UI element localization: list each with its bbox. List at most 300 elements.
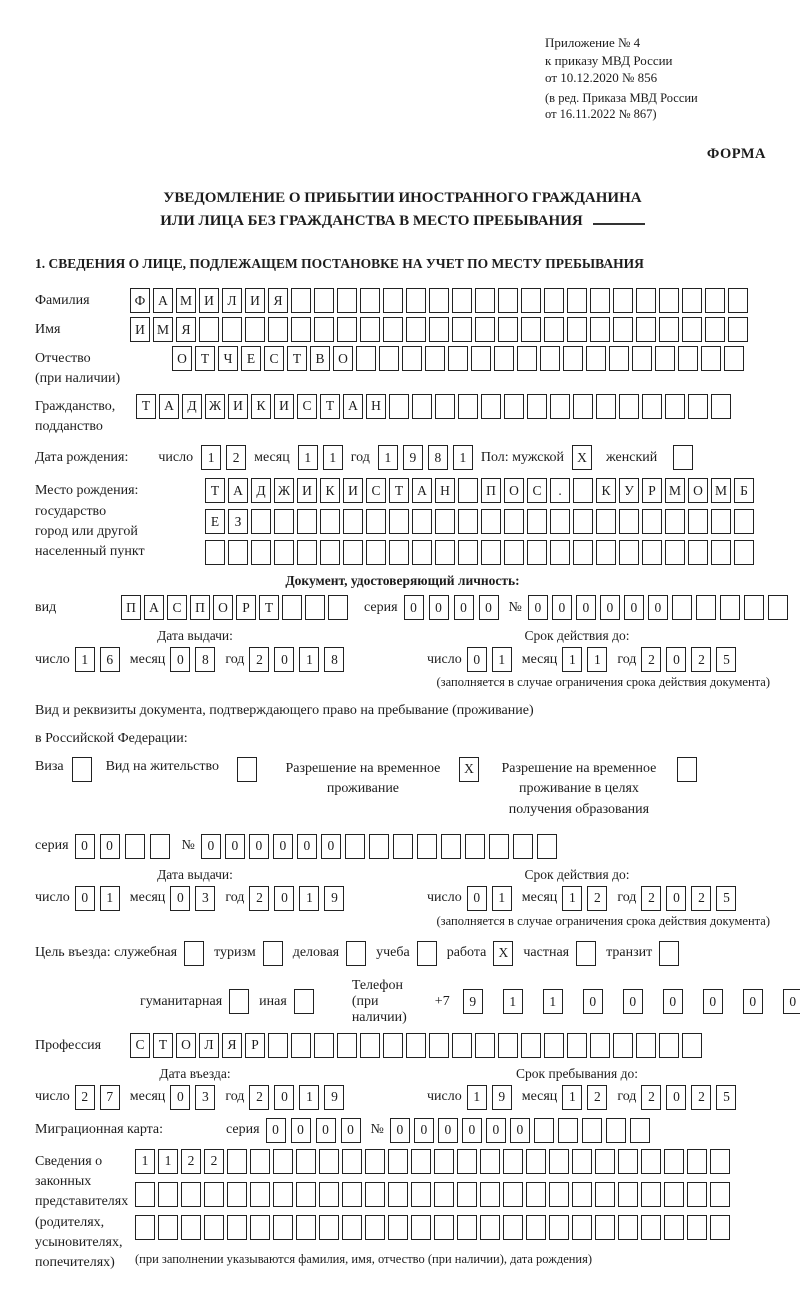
char-cell bbox=[572, 1182, 592, 1207]
char-cell bbox=[337, 317, 357, 342]
char-cell bbox=[641, 1149, 661, 1174]
char-cell: 0 bbox=[528, 595, 548, 620]
char-cell bbox=[572, 1149, 592, 1174]
char-cell: 0 bbox=[467, 647, 487, 672]
char-cell bbox=[710, 1215, 730, 1240]
stay-day-cells bbox=[467, 1085, 512, 1110]
char-cell bbox=[527, 394, 547, 419]
guardians-cells-row3 bbox=[135, 1215, 730, 1240]
char-cell: 2 bbox=[691, 647, 711, 672]
char-cell: 0 bbox=[273, 834, 293, 859]
char-cell bbox=[402, 346, 422, 371]
identity-doc-row bbox=[35, 595, 770, 620]
char-cell bbox=[296, 1149, 316, 1174]
char-cell bbox=[319, 1149, 339, 1174]
char-cell: С bbox=[527, 478, 547, 503]
char-cell bbox=[744, 595, 764, 620]
char-cell bbox=[550, 540, 570, 565]
char-cell: 0 bbox=[170, 1085, 190, 1110]
char-cell bbox=[383, 317, 403, 342]
char-cell bbox=[664, 1215, 684, 1240]
char-cell: Е bbox=[241, 346, 261, 371]
char-cell bbox=[526, 1149, 546, 1174]
char-cell: Ч bbox=[218, 346, 238, 371]
char-cell bbox=[480, 1182, 500, 1207]
char-cell bbox=[388, 1215, 408, 1240]
char-cell bbox=[204, 1182, 224, 1207]
char-cell bbox=[475, 1033, 495, 1058]
phone-label: Телефон (при наличии) bbox=[351, 977, 407, 1025]
char-cell bbox=[314, 317, 334, 342]
char-cell bbox=[72, 757, 92, 782]
surname-label: Фамилия bbox=[35, 293, 90, 309]
purpose-label: Цель въезда: служебная bbox=[35, 945, 178, 961]
char-cell bbox=[366, 540, 386, 565]
citizenship-label2: подданство bbox=[35, 419, 103, 435]
char-cell: 0 bbox=[510, 1118, 530, 1143]
char-cell bbox=[498, 1033, 518, 1058]
char-cell bbox=[458, 540, 478, 565]
char-cell bbox=[504, 540, 524, 565]
char-cell: 6 bbox=[100, 647, 120, 672]
char-cell: 1 bbox=[587, 647, 607, 672]
char-cell: 2 bbox=[181, 1149, 201, 1174]
char-cell: 1 bbox=[299, 647, 319, 672]
char-cell bbox=[678, 346, 698, 371]
char-cell bbox=[687, 1182, 707, 1207]
birth-place-row bbox=[35, 478, 770, 565]
char-cell: 0 bbox=[438, 1118, 458, 1143]
sex-male-checkbox bbox=[572, 445, 592, 470]
char-cell: 2 bbox=[226, 445, 246, 470]
char-cell: 0 bbox=[404, 595, 424, 620]
char-cell bbox=[314, 288, 334, 313]
char-cell bbox=[297, 509, 317, 534]
char-cell bbox=[636, 288, 656, 313]
char-cell bbox=[393, 834, 413, 859]
char-cell bbox=[411, 1182, 431, 1207]
char-cell: 0 bbox=[783, 989, 800, 1014]
char-cell bbox=[618, 1182, 638, 1207]
char-cell bbox=[642, 540, 662, 565]
char-cell: П bbox=[190, 595, 210, 620]
birth-date-row bbox=[35, 445, 770, 470]
char-cell bbox=[319, 1215, 339, 1240]
char-cell bbox=[360, 288, 380, 313]
char-cell bbox=[365, 1182, 385, 1207]
char-cell bbox=[435, 394, 455, 419]
stay-doc-intro2: в Российской Федерации: bbox=[35, 730, 188, 746]
form-title-line1: УВЕДОМЛЕНИЕ О ПРИБЫТИИ ИНОСТРАННОГО ГРАЖДАНИНА bbox=[163, 190, 642, 207]
char-cell bbox=[573, 509, 593, 534]
char-cell bbox=[665, 540, 685, 565]
char-cell bbox=[526, 1215, 546, 1240]
guardians-label-line: представителях bbox=[35, 1194, 129, 1210]
char-cell bbox=[613, 1033, 633, 1058]
permit-number-label: № bbox=[181, 838, 195, 854]
char-cell bbox=[537, 834, 557, 859]
doc-valid-month-cells bbox=[562, 647, 607, 672]
char-cell bbox=[465, 834, 485, 859]
year-label: год bbox=[617, 1089, 637, 1105]
permit-valid-year-cells bbox=[641, 886, 736, 911]
char-cell bbox=[184, 941, 204, 966]
char-cell bbox=[596, 540, 616, 565]
char-cell: Р bbox=[245, 1033, 265, 1058]
stay-year-cells bbox=[641, 1085, 736, 1110]
birth-place-cells-row1 bbox=[205, 478, 754, 503]
char-cell bbox=[228, 540, 248, 565]
char-cell bbox=[296, 1215, 316, 1240]
char-cell: 1 bbox=[158, 1149, 178, 1174]
char-cell: Н bbox=[366, 394, 386, 419]
char-cell bbox=[268, 317, 288, 342]
char-cell: 0 bbox=[666, 647, 686, 672]
char-cell: Т bbox=[320, 394, 340, 419]
char-cell bbox=[434, 1215, 454, 1240]
char-cell bbox=[582, 1118, 602, 1143]
char-cell: 8 bbox=[324, 647, 344, 672]
surname-row bbox=[35, 288, 770, 313]
char-cell bbox=[365, 1149, 385, 1174]
char-cell bbox=[606, 1118, 626, 1143]
purpose-other-checkbox bbox=[287, 989, 324, 1014]
char-cell: 0 bbox=[75, 886, 95, 911]
char-cell bbox=[379, 346, 399, 371]
char-cell: 1 bbox=[100, 886, 120, 911]
char-cell: Я bbox=[222, 1033, 242, 1058]
char-cell bbox=[567, 1033, 587, 1058]
char-cell: 1 bbox=[492, 647, 512, 672]
guardians-cells-row2 bbox=[135, 1182, 730, 1207]
char-cell bbox=[458, 478, 478, 503]
guardians-label-line: попечителях) bbox=[35, 1255, 115, 1271]
year-label: год bbox=[225, 890, 245, 906]
day-label: число bbox=[35, 1089, 70, 1105]
name-cells bbox=[130, 317, 748, 342]
char-cell: 0 bbox=[666, 886, 686, 911]
char-cell bbox=[314, 1033, 334, 1058]
char-cell: 0 bbox=[583, 989, 603, 1014]
char-cell: М bbox=[665, 478, 685, 503]
year-label: год bbox=[225, 1089, 245, 1105]
purpose-humanitarian-label: гуманитарная bbox=[140, 993, 223, 1009]
char-cell: О bbox=[172, 346, 192, 371]
char-cell: 2 bbox=[75, 1085, 95, 1110]
char-cell: О bbox=[176, 1033, 196, 1058]
char-cell: И bbox=[297, 478, 317, 503]
char-cell bbox=[273, 1182, 293, 1207]
purpose-row bbox=[35, 941, 770, 966]
char-cell bbox=[291, 1033, 311, 1058]
char-cell bbox=[475, 317, 495, 342]
char-cell: А bbox=[228, 478, 248, 503]
char-cell bbox=[618, 1215, 638, 1240]
char-cell bbox=[672, 595, 692, 620]
char-cell: Д bbox=[182, 394, 202, 419]
char-cell: К bbox=[596, 478, 616, 503]
char-cell: 0 bbox=[576, 595, 596, 620]
char-cell bbox=[429, 288, 449, 313]
char-cell: Б bbox=[734, 478, 754, 503]
char-cell bbox=[435, 540, 455, 565]
char-cell bbox=[576, 941, 596, 966]
char-cell bbox=[360, 317, 380, 342]
migration-number-cells bbox=[390, 1118, 650, 1143]
permit-valid-month-cells bbox=[562, 886, 607, 911]
surname-cells bbox=[130, 288, 748, 313]
char-cell bbox=[481, 394, 501, 419]
char-cell bbox=[273, 1215, 293, 1240]
char-cell bbox=[521, 288, 541, 313]
char-cell: 0 bbox=[600, 595, 620, 620]
char-cell: 0 bbox=[321, 834, 341, 859]
char-cell bbox=[659, 288, 679, 313]
char-cell: 5 bbox=[716, 647, 736, 672]
char-cell bbox=[734, 509, 754, 534]
char-cell bbox=[711, 509, 731, 534]
char-cell bbox=[540, 346, 560, 371]
char-cell: 0 bbox=[341, 1118, 361, 1143]
month-label: месяц bbox=[521, 651, 558, 667]
char-cell bbox=[250, 1149, 270, 1174]
char-cell bbox=[688, 509, 708, 534]
char-cell bbox=[613, 317, 633, 342]
char-cell bbox=[282, 595, 302, 620]
day-label: число bbox=[427, 890, 462, 906]
char-cell bbox=[263, 941, 283, 966]
doc-issue-month-cells bbox=[170, 647, 215, 672]
char-cell: М bbox=[153, 317, 173, 342]
char-cell: С bbox=[130, 1033, 150, 1058]
forma-label: ФОРМА bbox=[706, 146, 766, 163]
char-cell: Т bbox=[195, 346, 215, 371]
char-cell: 0 bbox=[666, 1085, 686, 1110]
char-cell bbox=[245, 317, 265, 342]
char-cell: С bbox=[366, 478, 386, 503]
char-cell bbox=[294, 989, 314, 1014]
char-cell: 0 bbox=[291, 1118, 311, 1143]
char-cell: 1 bbox=[75, 647, 95, 672]
char-cell: 1 bbox=[453, 445, 473, 470]
char-cell: С bbox=[264, 346, 284, 371]
char-cell bbox=[665, 509, 685, 534]
char-cell: А bbox=[412, 478, 432, 503]
char-cell bbox=[481, 540, 501, 565]
doc-number-label: № bbox=[508, 599, 522, 615]
char-cell: Т bbox=[136, 394, 156, 419]
char-cell bbox=[342, 1149, 362, 1174]
char-cell bbox=[273, 1149, 293, 1174]
char-cell: К bbox=[251, 394, 271, 419]
form-title bbox=[35, 187, 770, 232]
permit-issue-month-cells bbox=[170, 886, 215, 911]
char-cell bbox=[434, 1182, 454, 1207]
char-cell bbox=[489, 834, 509, 859]
char-cell: X bbox=[493, 941, 513, 966]
char-cell bbox=[360, 1033, 380, 1058]
char-cell bbox=[503, 1149, 523, 1174]
char-cell bbox=[227, 1149, 247, 1174]
citizenship-label: Гражданство, bbox=[35, 398, 116, 414]
char-cell bbox=[337, 1033, 357, 1058]
char-cell bbox=[356, 346, 376, 371]
permit-series-row bbox=[35, 834, 770, 859]
char-cell bbox=[343, 509, 363, 534]
char-cell bbox=[701, 346, 721, 371]
char-cell: 1 bbox=[492, 886, 512, 911]
name-row bbox=[35, 317, 770, 342]
char-cell: 0 bbox=[274, 886, 294, 911]
month-label: месяц bbox=[521, 1089, 558, 1105]
appendix-line: от 10.12.2020 № 856 bbox=[545, 70, 658, 86]
migration-series-cells bbox=[266, 1118, 361, 1143]
purpose-business-checkbox bbox=[339, 941, 376, 966]
month-label: месяц bbox=[521, 890, 558, 906]
char-cell bbox=[328, 595, 348, 620]
char-cell: 1 bbox=[562, 886, 582, 911]
char-cell bbox=[632, 346, 652, 371]
char-cell bbox=[659, 941, 679, 966]
char-cell: Т bbox=[389, 478, 409, 503]
char-cell bbox=[494, 346, 514, 371]
char-cell bbox=[682, 317, 702, 342]
char-cell bbox=[411, 1215, 431, 1240]
char-cell bbox=[237, 757, 257, 782]
char-cell: Т bbox=[259, 595, 279, 620]
char-cell bbox=[343, 540, 363, 565]
char-cell bbox=[412, 394, 432, 419]
char-cell bbox=[345, 834, 365, 859]
patronymic-row bbox=[35, 346, 770, 390]
char-cell bbox=[425, 346, 445, 371]
char-cell bbox=[448, 346, 468, 371]
title-blank-line bbox=[593, 223, 645, 225]
char-cell bbox=[222, 317, 242, 342]
profession-label: Профессия bbox=[35, 1037, 102, 1053]
char-cell bbox=[720, 595, 740, 620]
char-cell bbox=[389, 394, 409, 419]
char-cell: Е bbox=[205, 509, 225, 534]
char-cell: 2 bbox=[587, 1085, 607, 1110]
year-label: год bbox=[225, 651, 245, 667]
purpose-humanitarian-checkbox bbox=[222, 989, 259, 1014]
day-label: число bbox=[35, 651, 70, 667]
char-cell: 1 bbox=[503, 989, 523, 1014]
rvp-label: Разрешение на временное проживание bbox=[285, 760, 441, 797]
char-cell bbox=[734, 540, 754, 565]
birth-place-label4: населенный пункт bbox=[35, 544, 145, 560]
permit-valid-day-cells bbox=[467, 886, 512, 911]
char-cell: Р bbox=[642, 478, 662, 503]
char-cell bbox=[320, 509, 340, 534]
char-cell bbox=[406, 1033, 426, 1058]
profession-row bbox=[35, 1033, 770, 1058]
rvp-edu-checkbox bbox=[669, 757, 707, 782]
doc-issue-heading: Дата выдачи: bbox=[157, 628, 233, 644]
permit-series-label: серия bbox=[35, 838, 69, 854]
day-label: число bbox=[158, 449, 194, 465]
entry-date-heading: Дата въезда: bbox=[159, 1065, 231, 1081]
char-cell: 2 bbox=[204, 1149, 224, 1174]
char-cell bbox=[590, 288, 610, 313]
char-cell: И bbox=[343, 478, 363, 503]
char-cell: 1 bbox=[299, 886, 319, 911]
char-cell bbox=[728, 288, 748, 313]
birth-year-cells bbox=[378, 445, 473, 470]
char-cell bbox=[342, 1182, 362, 1207]
char-cell: К bbox=[320, 478, 340, 503]
char-cell bbox=[250, 1215, 270, 1240]
migration-number-label: № bbox=[370, 1122, 384, 1138]
char-cell bbox=[365, 1215, 385, 1240]
char-cell: Л bbox=[199, 1033, 219, 1058]
char-cell: М bbox=[711, 478, 731, 503]
migration-card-label: Миграционная карта: bbox=[35, 1122, 164, 1138]
char-cell bbox=[452, 317, 472, 342]
char-cell bbox=[481, 509, 501, 534]
char-cell bbox=[389, 540, 409, 565]
entry-day-cells bbox=[75, 1085, 120, 1110]
char-cell bbox=[251, 509, 271, 534]
char-cell: С bbox=[167, 595, 187, 620]
char-cell: 9 bbox=[403, 445, 423, 470]
char-cell: 1 bbox=[323, 445, 343, 470]
char-cell bbox=[150, 834, 170, 859]
char-cell: Н bbox=[435, 478, 455, 503]
month-label: месяц bbox=[129, 651, 166, 667]
entry-year-cells bbox=[249, 1085, 344, 1110]
char-cell bbox=[417, 834, 437, 859]
char-cell bbox=[550, 509, 570, 534]
char-cell: 0 bbox=[454, 595, 474, 620]
char-cell bbox=[665, 394, 685, 419]
char-cell: 3 bbox=[195, 886, 215, 911]
char-cell: X bbox=[459, 757, 479, 782]
char-cell bbox=[458, 394, 478, 419]
char-cell: А bbox=[144, 595, 164, 620]
char-cell bbox=[458, 509, 478, 534]
char-cell bbox=[636, 1033, 656, 1058]
char-cell: Ж bbox=[274, 478, 294, 503]
char-cell bbox=[274, 509, 294, 534]
char-cell bbox=[274, 540, 294, 565]
char-cell bbox=[659, 317, 679, 342]
char-cell: Я bbox=[268, 288, 288, 313]
char-cell: 0 bbox=[274, 1085, 294, 1110]
char-cell bbox=[711, 540, 731, 565]
phone-row bbox=[35, 977, 797, 1026]
purpose-business-label: деловая bbox=[292, 945, 340, 961]
appendix-line: к приказу МВД России bbox=[545, 52, 673, 68]
char-cell bbox=[411, 1149, 431, 1174]
char-cell: 8 bbox=[428, 445, 448, 470]
char-cell bbox=[664, 1182, 684, 1207]
char-cell: В bbox=[310, 346, 330, 371]
char-cell: 0 bbox=[274, 647, 294, 672]
char-cell: П bbox=[121, 595, 141, 620]
char-cell bbox=[655, 346, 675, 371]
month-label: месяц bbox=[254, 449, 290, 465]
char-cell bbox=[619, 509, 639, 534]
form-title-line2: ИЛИ ЛИЦА БЕЗ ГРАЖДАНСТВА В МЕСТО ПРЕБЫВАНИЯ bbox=[160, 212, 583, 229]
char-cell: 9 bbox=[463, 989, 483, 1014]
doc-series-label: серия bbox=[364, 599, 398, 615]
char-cell: А bbox=[153, 288, 173, 313]
char-cell bbox=[705, 288, 725, 313]
appendix-block bbox=[545, 34, 770, 122]
purpose-official-checkbox bbox=[177, 941, 214, 966]
